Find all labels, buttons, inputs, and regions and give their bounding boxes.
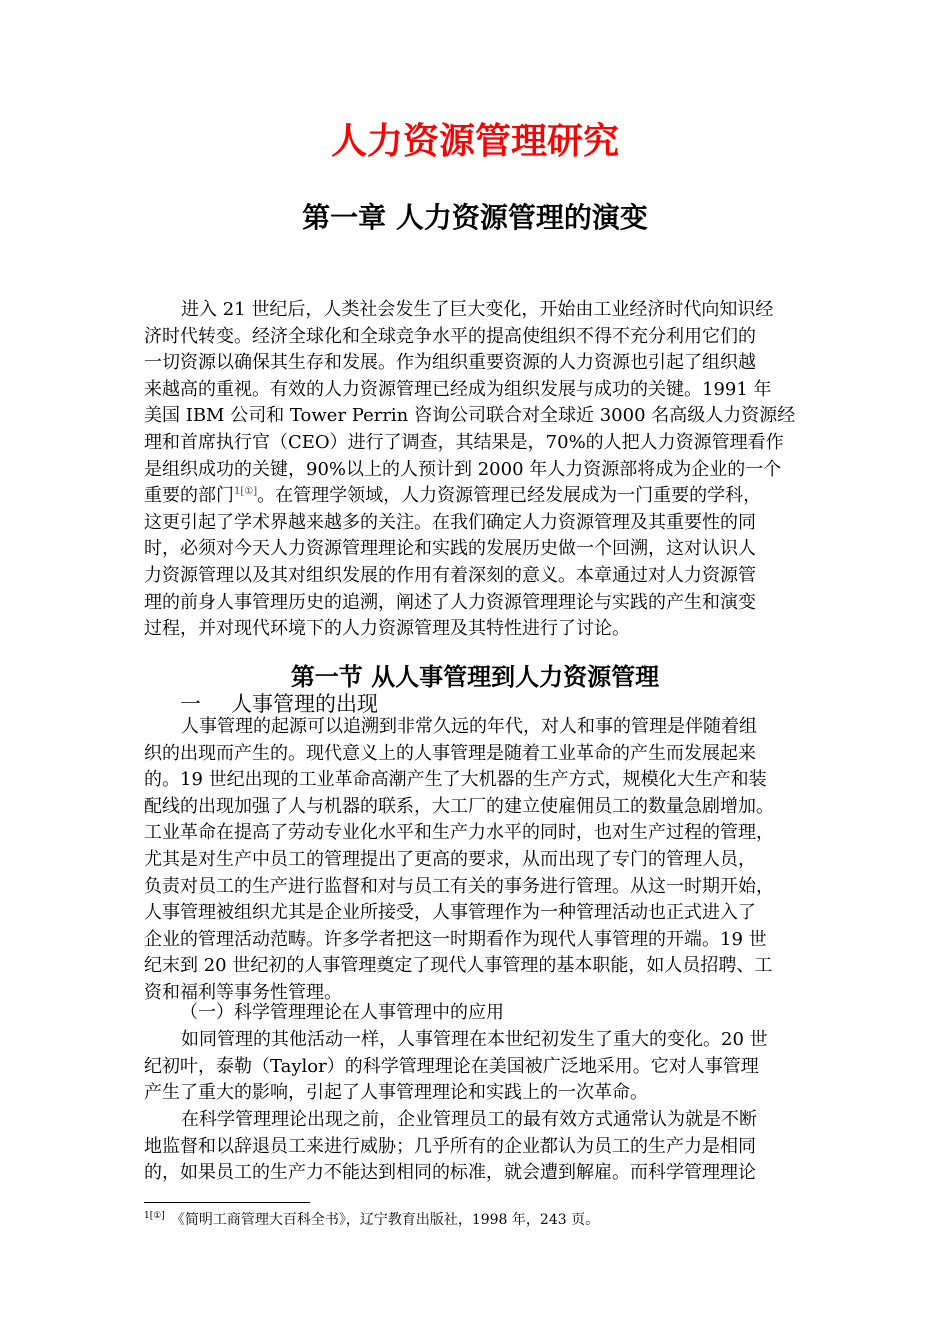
subheading-number: 一 bbox=[180, 692, 201, 716]
text-line bbox=[144, 483, 810, 510]
text-line: 资和福利等事务性管理。 bbox=[144, 981, 342, 1003]
text-line: 人事管理被组织尤其是企业所接受，人事管理作为一种管理活动也正式进入了 bbox=[144, 902, 756, 924]
text-line: 配线的出现加强了人与机器的联系，大工厂的建立使雇佣员工的数量急剧增加。 bbox=[144, 795, 774, 817]
text-line: 来越高的重视。有效的人力资源管理已经成为组织发展与成功的关键。1991 年 bbox=[144, 378, 772, 400]
text-line: 织的出现而产生的。现代意义上的人事管理是随着工业革命的产生而发展起来 bbox=[144, 742, 756, 764]
text-line: 过程，并对现代环境下的人力资源管理及其特性进行了讨论。 bbox=[144, 618, 630, 640]
text-line: 纪初叶，泰勒（Taylor）的科学管理理论在美国被广泛地采用。它对人事管理 bbox=[144, 1055, 759, 1077]
section-paragraph bbox=[144, 1107, 810, 1187]
text-line: 力资源管理以及其对组织发展的作用有着深刻的意义。本章通过对人力资源管 bbox=[144, 564, 756, 586]
text-line: 的。19 世纪出现的工业革命高潮产生了大机器的生产方式，规模化大生产和装 bbox=[144, 769, 767, 791]
footnote bbox=[144, 1210, 599, 1230]
footnote-separator bbox=[144, 1202, 310, 1203]
chapter-title: 第一章 人力资源管理的演变 bbox=[302, 201, 648, 234]
text-line: 工业革命在提高了劳动专业化水平和生产力水平的同时，也对生产过程的管理， bbox=[144, 822, 774, 844]
text-line: 理和首席执行官（CEO）进行了调查，其结果是，70%的人把人力资源管理看作 bbox=[144, 431, 784, 453]
subheading-text: 人事管理的出现 bbox=[231, 692, 378, 716]
text-line: 济时代转变。经济全球化和全球竞争水平的提高使组织不得不充分利用它们的 bbox=[144, 325, 756, 347]
section-paragraph bbox=[144, 714, 810, 1007]
text-line: 一切资源以确保其生存和发展。作为组织重要资源的人力资源也引起了组织越 bbox=[144, 352, 756, 374]
text-line: 企业的管理活动范畴。许多学者把这一时期看作为现代人事管理的开端。19 世 bbox=[144, 928, 767, 950]
text-line: 如同管理的其他活动一样，人事管理在本世纪初发生了重大的变化。20 世 bbox=[181, 1029, 768, 1050]
subsection-heading: （一）科学管理理论在人事管理中的应用 bbox=[180, 1002, 504, 1023]
text-line: 的，如果员工的生产力不能达到相同的标准，就会遭到解雇。而科学管理理论 bbox=[144, 1162, 756, 1184]
text-line: 产生了重大的影响，引起了人事管理理论和实践上的一次革命。 bbox=[144, 1082, 648, 1104]
text-line: 理的前身人事管理历史的追溯，阐述了人力资源管理理论与实践的产生和演变 bbox=[144, 591, 756, 613]
footnote-reference[interactable]: 1[①] bbox=[234, 486, 258, 498]
section-paragraph bbox=[144, 1027, 810, 1107]
text-segment: 重要的部门 bbox=[144, 485, 234, 507]
footnote-text: 《简明工商管理大百科全书》，辽宁教育出版社，1998 年，243 页。 bbox=[170, 1212, 600, 1228]
text-line: 在科学管理理论出现之前，企业管理员工的最有效方式通常认为就是不断 bbox=[181, 1109, 757, 1130]
text-line: 地监督和以辞退员工来进行威胁；几乎所有的企业都认为员工的生产力是相同 bbox=[144, 1135, 756, 1157]
text-line: 这更引起了学术界越来越多的关注。在我们确定人力资源管理及其重要性的同 bbox=[144, 511, 756, 533]
text-line: 负责对员工的生产进行监督和对与员工有关的事务进行管理。从这一时期开始， bbox=[144, 875, 774, 897]
page-title: 人力资源管理研究 bbox=[330, 121, 619, 162]
text-line: 纪末到 20 世纪初的人事管理奠定了现代人事管理的基本职能，如人员招聘、工 bbox=[144, 955, 773, 977]
text-line: 是组织成功的关键，90%以上的人预计到 2000 年人力资源部将成为企业的一个 bbox=[144, 458, 782, 480]
text-line: 进入 21 世纪后，人类社会发生了巨大变化，开始由工业经济时代向知识经 bbox=[181, 299, 774, 320]
text-line: 人事管理的起源可以追溯到非常久远的年代，对人和事的管理是伴随着组 bbox=[181, 716, 757, 737]
section-title: 第一节 从人事管理到人力资源管理 bbox=[290, 663, 660, 691]
footnote-mark: 1[①] bbox=[144, 1211, 165, 1222]
text-segment: 。在管理学领域，人力资源管理已经发展成为一门重要的学科， bbox=[257, 485, 762, 507]
text-line: 美国 IBM 公司和 Tower Perrin 咨询公司联合对全球近 3000 名高级人力资源经 bbox=[144, 405, 796, 427]
text-line: 尤其是对生产中员工的管理提出了更高的要求，从而出现了专门的管理人员， bbox=[144, 848, 756, 870]
text-line: 时，必须对今天人力资源管理理论和实践的发展历史做一个回溯，这对认识人 bbox=[144, 538, 756, 560]
intro-paragraph bbox=[144, 297, 810, 643]
